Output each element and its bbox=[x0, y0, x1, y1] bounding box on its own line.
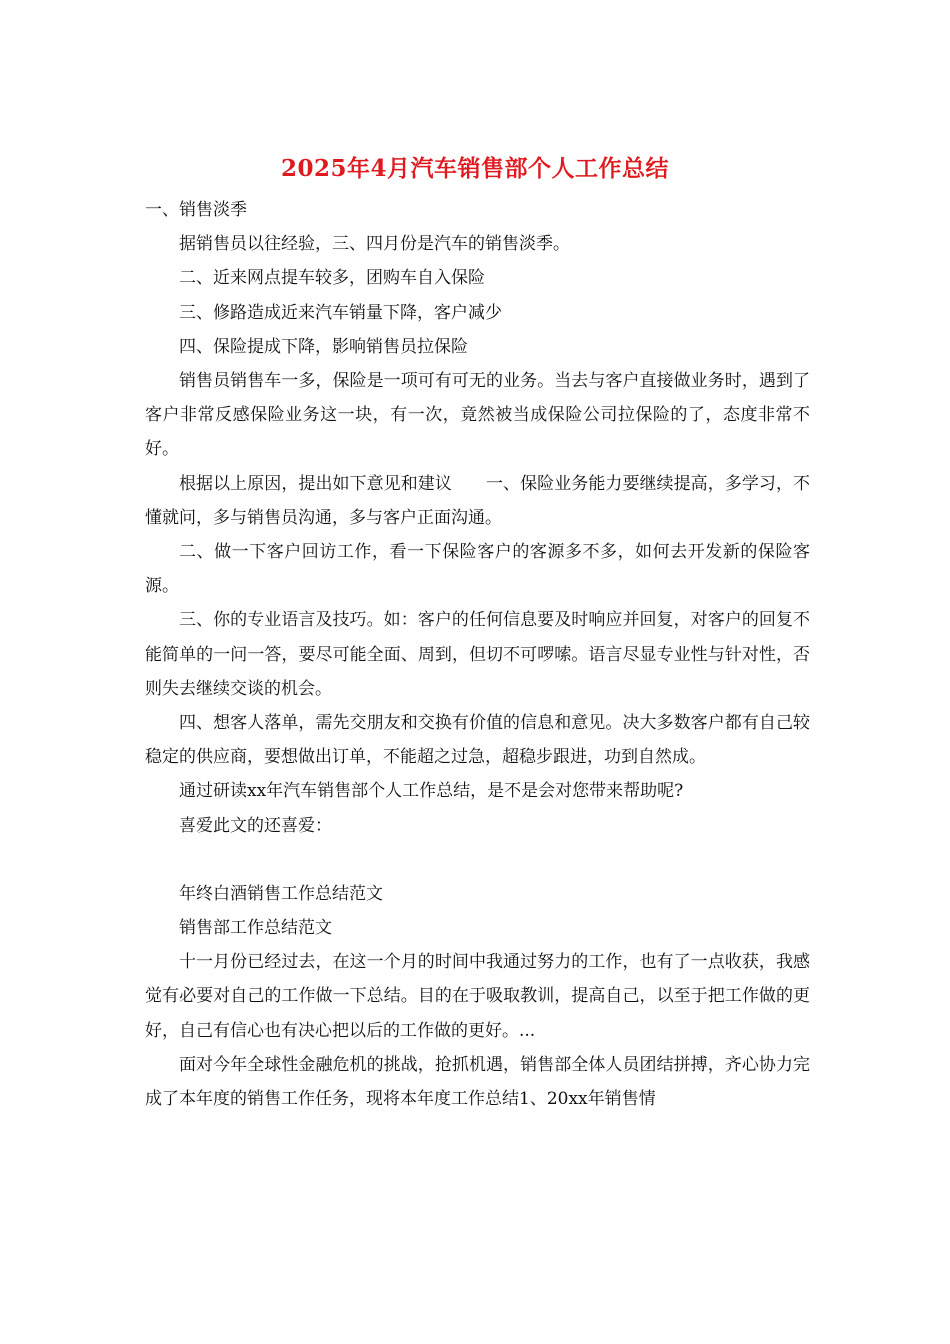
paragraph: 二、做一下客户回访工作，看一下保险客户的客源多不多，如何去开发新的保险客源。 bbox=[145, 542, 810, 597]
paragraph: 据销售员以往经验，三、四月份是汽车的销售淡季。 bbox=[179, 234, 570, 255]
paragraph: 根据以上原因，提出如下意见和建议 一、保险业务能力要继续提高，多学习，不懂就问，多与销售员沟通，多与客户正面沟通。 bbox=[145, 473, 810, 528]
paragraph: 销售员销售车一多，保险是一项可有可无的业务。当去与客户直接做业务时，遇到了客户非常反感保险业务这一块，有一次，竟然被当成保险公司拉保险的了，态度非常不好。 bbox=[145, 371, 810, 460]
section-heading: 一、销售淡季 bbox=[145, 200, 247, 220]
related-link[interactable]: 年终白酒销售工作总结范文 bbox=[179, 883, 383, 904]
paragraph: 四、想客人落单，需先交朋友和交换有价值的信息和意见。决大多数客户都有自己较稳定的供应商，要想做出订单，不能超之过急，超稳步跟进，功到自然成。 bbox=[145, 713, 810, 768]
related-heading: 喜爱此文的还喜爱： bbox=[179, 815, 332, 836]
paragraph: 十一月份已经过去，在这一个月的时间中我通过努力的工作，也有了一点收获，我感觉有必要对自己的工作做一下总结。目的在于吸取教训，提高自己，以至于把工作做的更好，自己有信心也有决心把以后的工作做的更好。... bbox=[145, 952, 810, 1041]
document-body bbox=[145, 193, 810, 1116]
paragraph: 四、保险提成下降，影响销售员拉保险 bbox=[179, 336, 468, 357]
spacer bbox=[145, 843, 810, 877]
paragraph: 面对今年全球性金融危机的挑战，抢抓机遇，销售部全体人员团结拼搏，齐心协力完成了本年度的销售工作任务，现将本年度工作总结1、20xx年销售情 bbox=[145, 1054, 810, 1110]
paragraph: 二、近来网点提车较多，团购车自入保险 bbox=[179, 268, 485, 289]
related-link[interactable]: 销售部工作总结范文 bbox=[179, 918, 332, 939]
document-title: 2025年4月汽车销售部个人工作总结 bbox=[280, 155, 670, 182]
paragraph: 通过研读xx年汽车销售部个人工作总结，是不是会对您带来帮助呢? bbox=[179, 781, 684, 802]
paragraph: 三、修路造成近来汽车销量下降，客户减少 bbox=[179, 302, 502, 323]
paragraph: 三、你的专业语言及技巧。如：客户的任何信息要及时响应并回复，对客户的回复不能简单的一问一答，要尽可能全面、周到，但切不可啰嗦。语言尽显专业性与针对性，否则失去继续交谈的机会。 bbox=[145, 610, 810, 699]
